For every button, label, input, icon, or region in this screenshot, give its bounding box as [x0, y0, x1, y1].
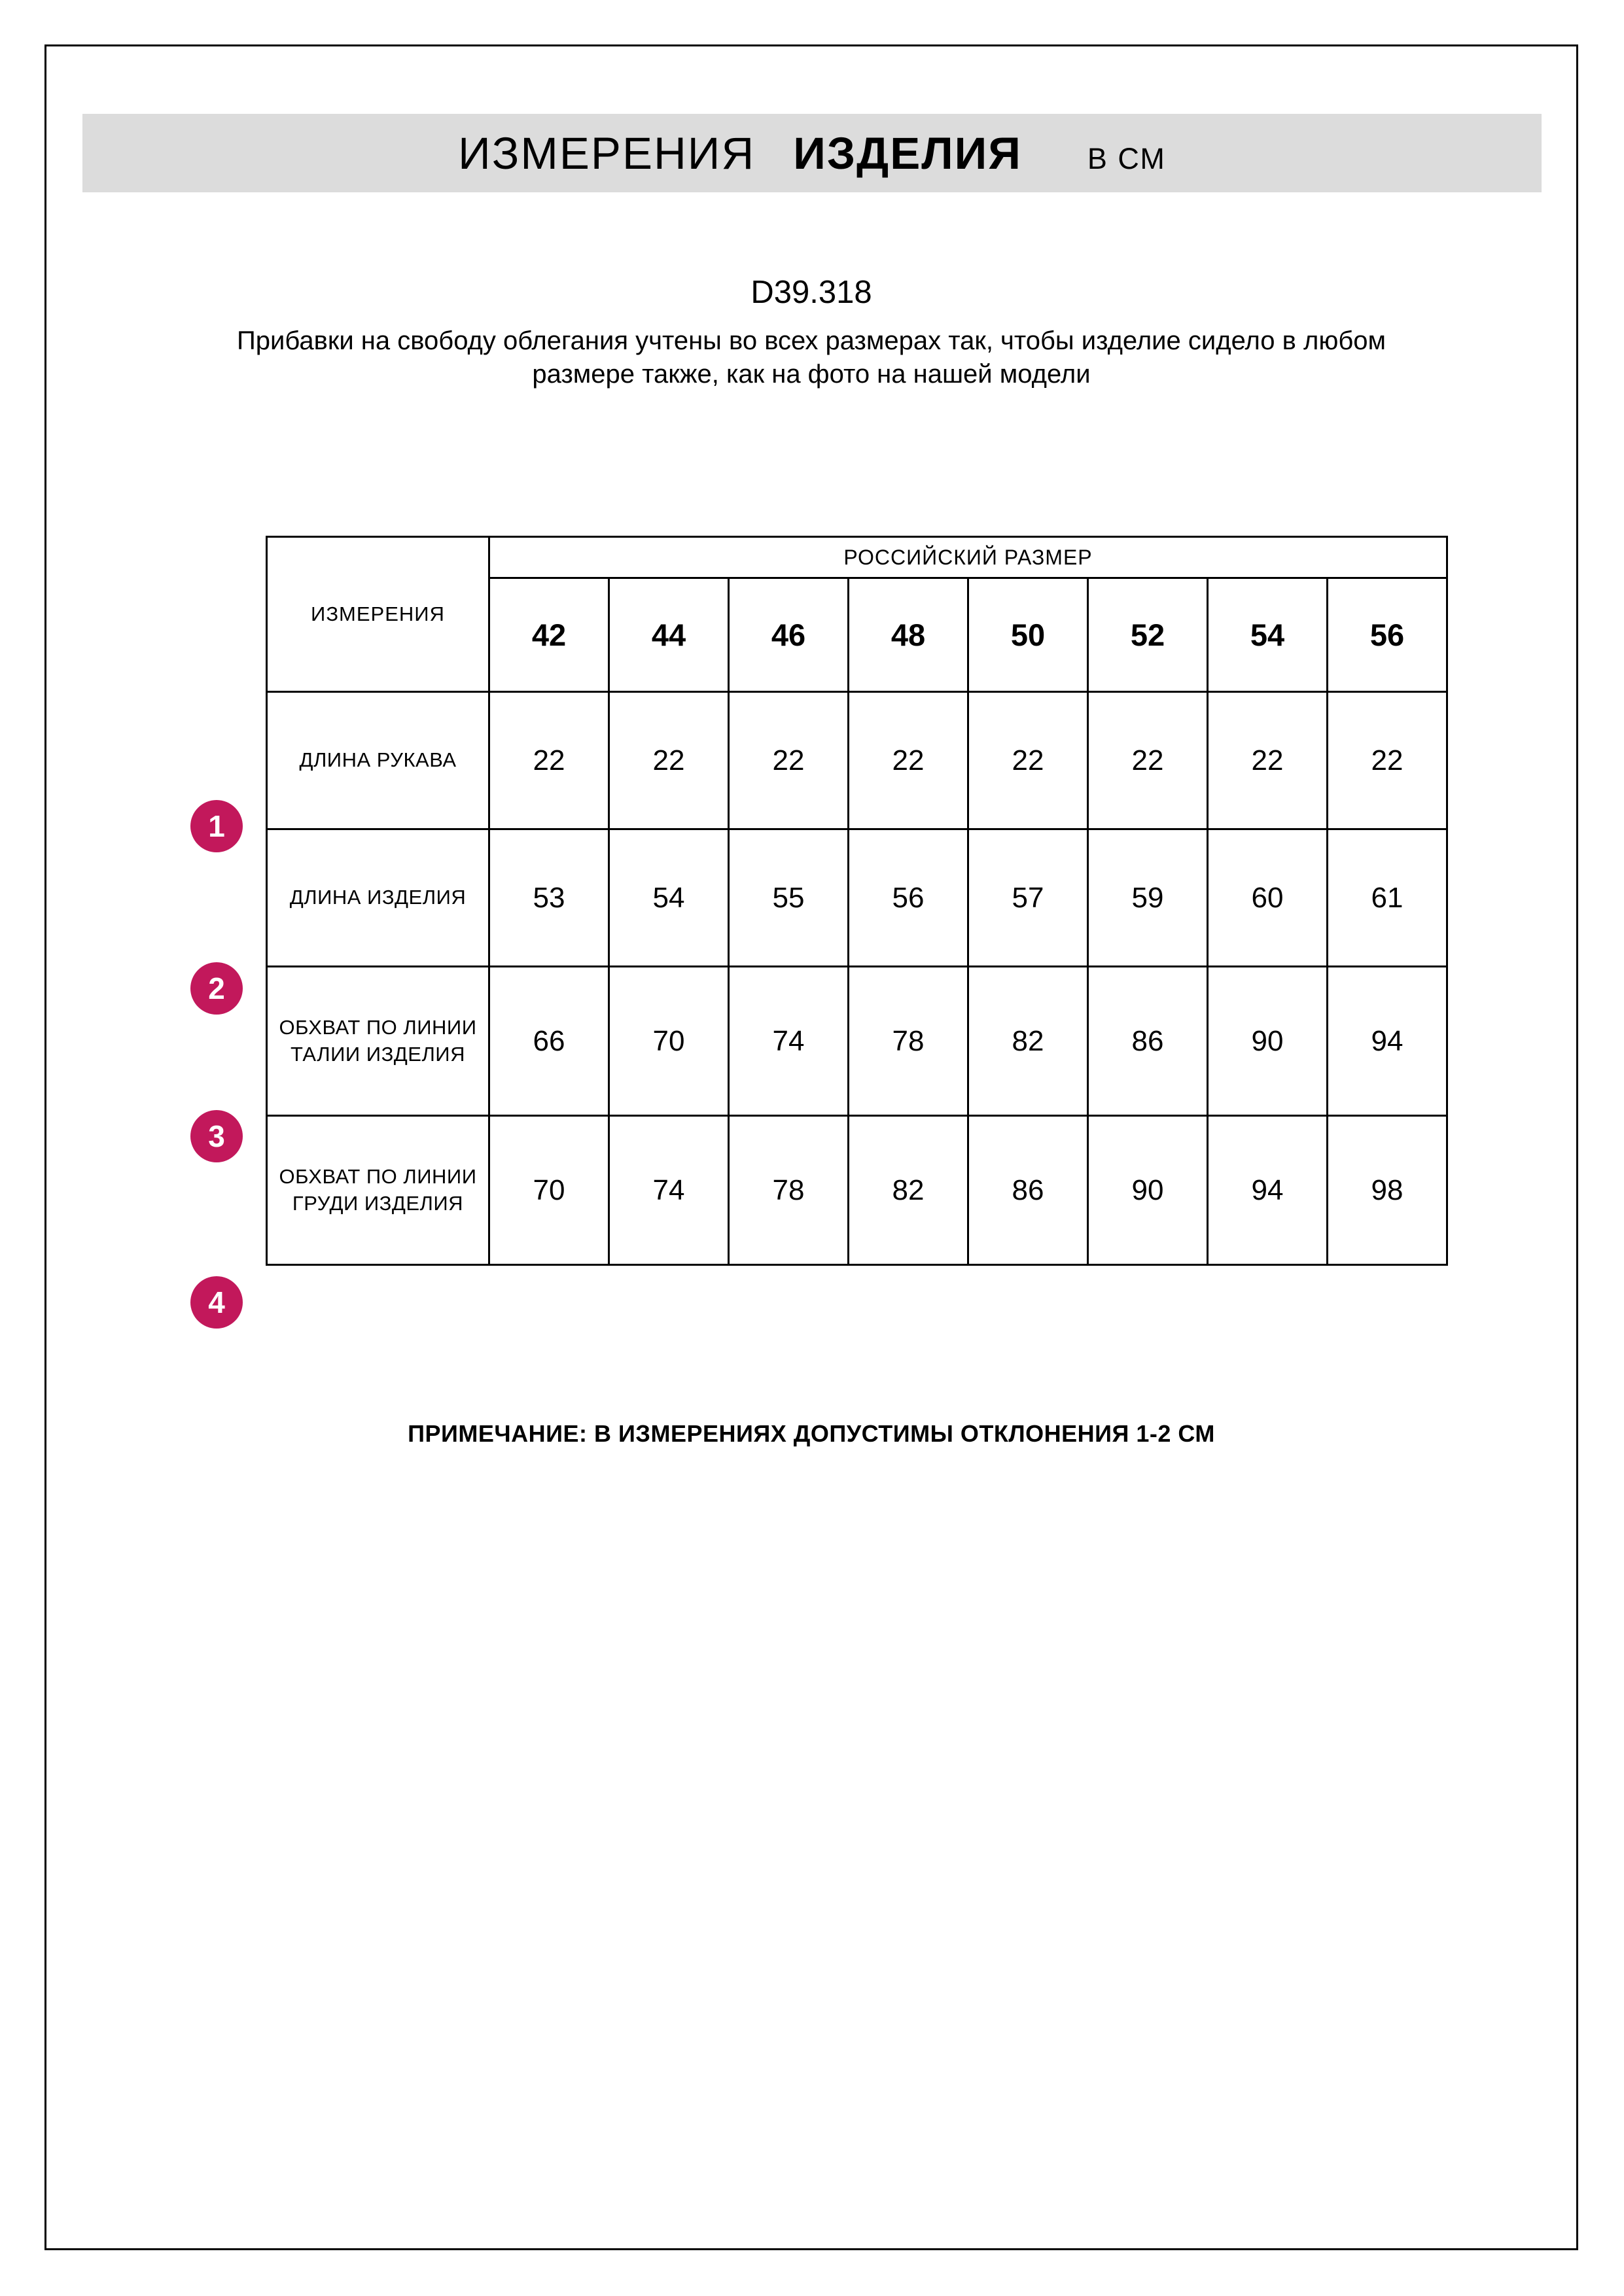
cell-r3-c5: 90: [1088, 1116, 1208, 1265]
size-table: [266, 536, 1448, 1266]
size-header-50: 50: [968, 578, 1088, 692]
size-header-54: 54: [1208, 578, 1328, 692]
cell-r0-c7: 22: [1328, 692, 1447, 829]
cell-r2-c4: 82: [968, 967, 1088, 1116]
row-label-bust-circumference: ОБХВАТ ПО ЛИНИИ ГРУДИ ИЗДЕЛИЯ: [267, 1116, 489, 1265]
bullet-marker-1: 1: [190, 800, 243, 852]
bullet-marker-2: 2: [190, 962, 243, 1015]
cell-r1-c3: 56: [849, 829, 968, 967]
table-header-group-row: [267, 537, 1447, 578]
cell-r0-c1: 22: [609, 692, 729, 829]
header-title-measurements: ИЗМЕРЕНИЯ: [458, 128, 756, 179]
cell-r2-c5: 86: [1088, 967, 1208, 1116]
page-content: [46, 46, 1576, 2248]
cell-r3-c2: 78: [729, 1116, 849, 1265]
row-label-waist-circumference: ОБХВАТ ПО ЛИНИИ ТАЛИИ ИЗДЕЛИЯ: [267, 967, 489, 1116]
table-row: [267, 1116, 1447, 1265]
cell-r1-c6: 60: [1208, 829, 1328, 967]
cell-r0-c4: 22: [968, 692, 1088, 829]
cell-r0-c6: 22: [1208, 692, 1328, 829]
cell-r1-c5: 59: [1088, 829, 1208, 967]
cell-r2-c6: 90: [1208, 967, 1328, 1116]
cell-r1-c1: 54: [609, 829, 729, 967]
row-label-sleeve-length: ДЛИНА РУКАВА: [267, 692, 489, 829]
cell-r3-c0: 70: [489, 1116, 609, 1265]
header-band: [82, 114, 1542, 192]
cell-r3-c3: 82: [849, 1116, 968, 1265]
cell-r3-c6: 94: [1208, 1116, 1328, 1265]
size-header-42: 42: [489, 578, 609, 692]
cell-r1-c7: 61: [1328, 829, 1447, 967]
header-title-group: [458, 128, 1166, 179]
bullet-marker-4: 4: [190, 1276, 243, 1329]
cell-r2-c1: 70: [609, 967, 729, 1116]
size-header-44: 44: [609, 578, 729, 692]
header-units-label: В СМ: [1087, 141, 1166, 175]
table-row: [267, 829, 1447, 967]
intro-paragraph: Прибавки на свободу облегания учтены во всех размерах так, чтобы изделие сидело в любом размере также, как на фото на нашей модели: [237, 326, 1386, 389]
product-code: D39.318: [750, 275, 872, 310]
size-header-56: 56: [1328, 578, 1447, 692]
header-title-product: ИЗДЕЛИЯ: [793, 128, 1022, 179]
cell-r2-c0: 66: [489, 967, 609, 1116]
bullet-marker-3: 3: [190, 1110, 243, 1162]
cell-r3-c7: 98: [1328, 1116, 1447, 1265]
row-label-product-length: ДЛИНА ИЗДЕЛИЯ: [267, 829, 489, 967]
cell-r2-c7: 94: [1328, 967, 1447, 1116]
cell-r0-c3: 22: [849, 692, 968, 829]
cell-r0-c2: 22: [729, 692, 849, 829]
cell-r2-c3: 78: [849, 967, 968, 1116]
measurements-header-cell: ИЗМЕРЕНИЯ: [267, 537, 489, 692]
cell-r1-c2: 55: [729, 829, 849, 967]
footnote-text: ПРИМЕЧАНИЕ: В ИЗМЕРЕНИЯХ ДОПУСТИМЫ ОТКЛОНЕНИЯ 1-2 СМ: [408, 1420, 1215, 1447]
table-row: [267, 692, 1447, 829]
russian-size-header-cell: РОССИЙСКИЙ РАЗМЕР: [489, 537, 1447, 578]
size-header-52: 52: [1088, 578, 1208, 692]
cell-r1-c4: 57: [968, 829, 1088, 967]
cell-r3-c1: 74: [609, 1116, 729, 1265]
cell-r3-c4: 86: [968, 1116, 1088, 1265]
cell-r0-c5: 22: [1088, 692, 1208, 829]
size-header-46: 46: [729, 578, 849, 692]
size-header-48: 48: [849, 578, 968, 692]
page-border: [44, 44, 1578, 2250]
size-table-wrapper: [266, 536, 1405, 1266]
cell-r2-c2: 74: [729, 967, 849, 1116]
table-row: [267, 967, 1447, 1116]
cell-r1-c0: 53: [489, 829, 609, 967]
cell-r0-c0: 22: [489, 692, 609, 829]
